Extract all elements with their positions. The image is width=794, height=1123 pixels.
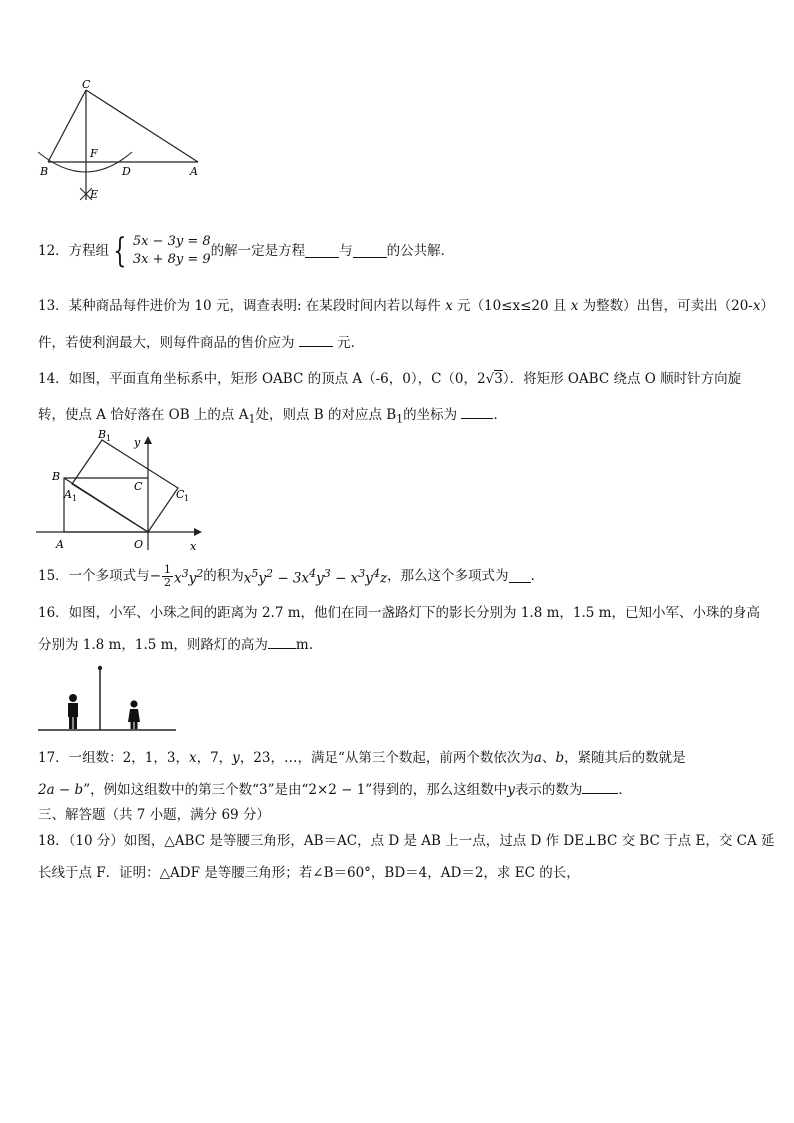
q13-text-c: 为整数）出售，可卖出（20- bbox=[582, 298, 753, 314]
label-A1-sub: 1 bbox=[72, 494, 78, 503]
q15-text-d: ． bbox=[530, 568, 545, 584]
label-B1: B bbox=[98, 428, 107, 441]
q13-text-b: 元（10≤x≤20 且 bbox=[457, 298, 567, 314]
q14-line2-d: ． bbox=[493, 407, 507, 423]
q17-expression: 2a − b bbox=[38, 782, 84, 798]
q13-var-x2: x bbox=[570, 298, 579, 314]
label-C1-sub: 1 bbox=[184, 494, 190, 503]
q12-prefix: 12．方程组 bbox=[38, 243, 110, 259]
question-17-line-2 bbox=[38, 780, 632, 799]
q15-text-b: 的积为 bbox=[203, 568, 244, 584]
q14-line2-a: 转，使点 A 恰好落在 OB 上的点 A bbox=[38, 407, 249, 423]
label-C1: C bbox=[176, 488, 185, 501]
q13-text-d: ） bbox=[760, 298, 774, 314]
q13-line2-text: 件，若使利润最大，则每件商品的售价应为 bbox=[38, 335, 295, 351]
q13-blank bbox=[299, 333, 333, 347]
label-B1-sub: 1 bbox=[106, 434, 112, 443]
question-15 bbox=[38, 563, 544, 589]
q17-text-e: ，紧随其后的数就是 bbox=[564, 750, 686, 766]
q17-line2-b: 表示的数为 bbox=[514, 782, 583, 798]
q16-blank bbox=[268, 635, 296, 649]
x-axis-arrow-icon bbox=[194, 528, 202, 536]
q15-text-c: ，那么这个多项式为 bbox=[387, 568, 509, 584]
label-A: A bbox=[56, 538, 64, 551]
q15-blank bbox=[509, 569, 531, 583]
q13-var-x3: x bbox=[752, 298, 761, 314]
q12-blank-1 bbox=[305, 244, 339, 258]
question-18-line-1 bbox=[38, 832, 774, 850]
q17-var-a: a bbox=[533, 750, 542, 766]
q14-sub-2: 1 bbox=[396, 412, 404, 426]
seg-CA bbox=[86, 90, 198, 162]
lamp-icon bbox=[98, 666, 102, 670]
question-13-line-1 bbox=[38, 297, 774, 315]
label-C: C bbox=[134, 480, 143, 493]
q12-eq1: 5x − 3y = 8 bbox=[132, 234, 211, 249]
q17-var-x: x bbox=[188, 750, 197, 766]
question-13-line-2 bbox=[38, 333, 364, 352]
q12-equation-system bbox=[109, 233, 210, 269]
q15-product: $x^5y^2 - 3x^4y^3 - x^3y^4z$ bbox=[243, 566, 388, 587]
q15-frac-num: 1 bbox=[164, 562, 171, 576]
person-xiaozhu-icon bbox=[128, 700, 140, 729]
q14-text-b: ）．将矩形 OABC 绕点 O 顺时针方向旋 bbox=[502, 371, 742, 387]
question-18-line-2 bbox=[38, 864, 580, 882]
q17-line2-a: ”，例如这组数中的第三个数“3”是由“2×2 − 1”得到的，那么这组数中 bbox=[83, 782, 508, 798]
q12-blank-2 bbox=[353, 244, 387, 258]
q13-text-a: 13．某种商品每件进价为 10 元，调查表明: 在某段时间内若以每件 bbox=[38, 298, 441, 314]
q15-term: $x^3y^2$ bbox=[174, 566, 204, 587]
q17-text-b: ，7， bbox=[196, 750, 233, 766]
q18-line1-text: 18．（10 分）如图，△ABC 是等腰三角形，AB＝AC，点 D 是 AB 上一点，过点 D 作 DE⊥BC 交 BC 于点 E，交 CA 延 bbox=[38, 833, 775, 849]
q15-frac-den: 2 bbox=[164, 575, 171, 589]
label-D: D bbox=[122, 165, 131, 178]
question-16-line-1 bbox=[38, 604, 760, 622]
q16-line2-end: m. bbox=[295, 637, 314, 653]
q12-text-a: 的解一定是方程 bbox=[210, 243, 306, 259]
q17-text-c: ，23，…，满足“从第三个数起，前两个数依次为 bbox=[239, 750, 534, 766]
label-E: E bbox=[90, 188, 99, 201]
q15-minus: − bbox=[149, 568, 161, 584]
q14-sqrt-value: 3 bbox=[494, 371, 503, 387]
q15-fraction bbox=[162, 564, 173, 589]
y-axis-arrow-icon bbox=[144, 436, 152, 444]
q14-sub-1: 1 bbox=[248, 412, 256, 426]
section-3-text: 三、解答题（共 7 小题，满分 69 分） bbox=[38, 807, 270, 823]
label-B: B bbox=[52, 470, 61, 483]
label-C: C bbox=[82, 80, 91, 91]
brace-icon: { bbox=[113, 231, 127, 271]
label-y: y bbox=[134, 436, 141, 449]
label-B: B bbox=[40, 165, 49, 178]
q12-text-c: 的公共解． bbox=[386, 243, 455, 259]
figure-q16-streetlamp bbox=[38, 664, 178, 734]
q17-text-a: 17．一组数：2，1，3， bbox=[38, 750, 189, 766]
label-A1: A bbox=[64, 488, 72, 501]
q12-eq2: 3x + 8y = 9 bbox=[132, 252, 211, 267]
q14-line2-b: 处，则点 B 的对应点 B bbox=[255, 407, 397, 423]
q14-text-a: 14．如图，平面直角坐标系中，矩形 OABC 的顶点 A（-6，0），C（0，2 bbox=[38, 371, 486, 387]
label-F: F bbox=[90, 147, 98, 160]
q16-line1-text: 16．如图，小军、小珠之间的距离为 2.7 m，他们在同一盏路灯下的影长分别为 1.8 m，1.5 m，已知小军、小珠的身高 bbox=[38, 605, 760, 621]
q18-line2-text: 长线于点 F．证明：△ADF 是等腰三角形；若∠B＝60°，BD＝4，AD＝2，求 EC 的长， bbox=[38, 865, 580, 881]
q15-text-a: 15．一个多项式与 bbox=[38, 568, 150, 584]
q17-line2-var-y: y bbox=[507, 782, 515, 798]
label-x: x bbox=[190, 540, 197, 553]
rect-OA1B1C1 bbox=[72, 440, 178, 532]
q17-text-d: 、 bbox=[541, 750, 556, 766]
label-O: O bbox=[134, 538, 144, 551]
q14-blank bbox=[461, 405, 493, 419]
q12-text-b: 与 bbox=[339, 243, 353, 259]
q17-var-b: b bbox=[555, 750, 565, 766]
q13-line2-end: 元． bbox=[337, 335, 365, 351]
question-17-line-1 bbox=[38, 749, 686, 767]
label-A: A bbox=[190, 165, 198, 178]
seg-BC bbox=[48, 90, 86, 162]
q16-line2-text: 分别为 1.8 m，1.5 m，则路灯的高为 bbox=[38, 637, 268, 653]
question-16-line-2 bbox=[38, 635, 313, 654]
q17-line2-c: ． bbox=[618, 782, 632, 798]
sqrt-icon: √ bbox=[485, 371, 495, 387]
q17-blank bbox=[582, 780, 618, 794]
q13-var-x: x bbox=[445, 298, 453, 314]
question-14-line-1 bbox=[38, 370, 741, 388]
q14-line2-c: 的坐标为 bbox=[403, 407, 458, 423]
person-xiaojun-icon bbox=[68, 694, 78, 729]
figure-q11-triangle bbox=[34, 80, 214, 210]
q17-var-y: y bbox=[232, 750, 240, 766]
section-3-heading bbox=[38, 806, 270, 824]
question-12 bbox=[38, 232, 454, 270]
figure-q14-rotation bbox=[36, 426, 216, 554]
